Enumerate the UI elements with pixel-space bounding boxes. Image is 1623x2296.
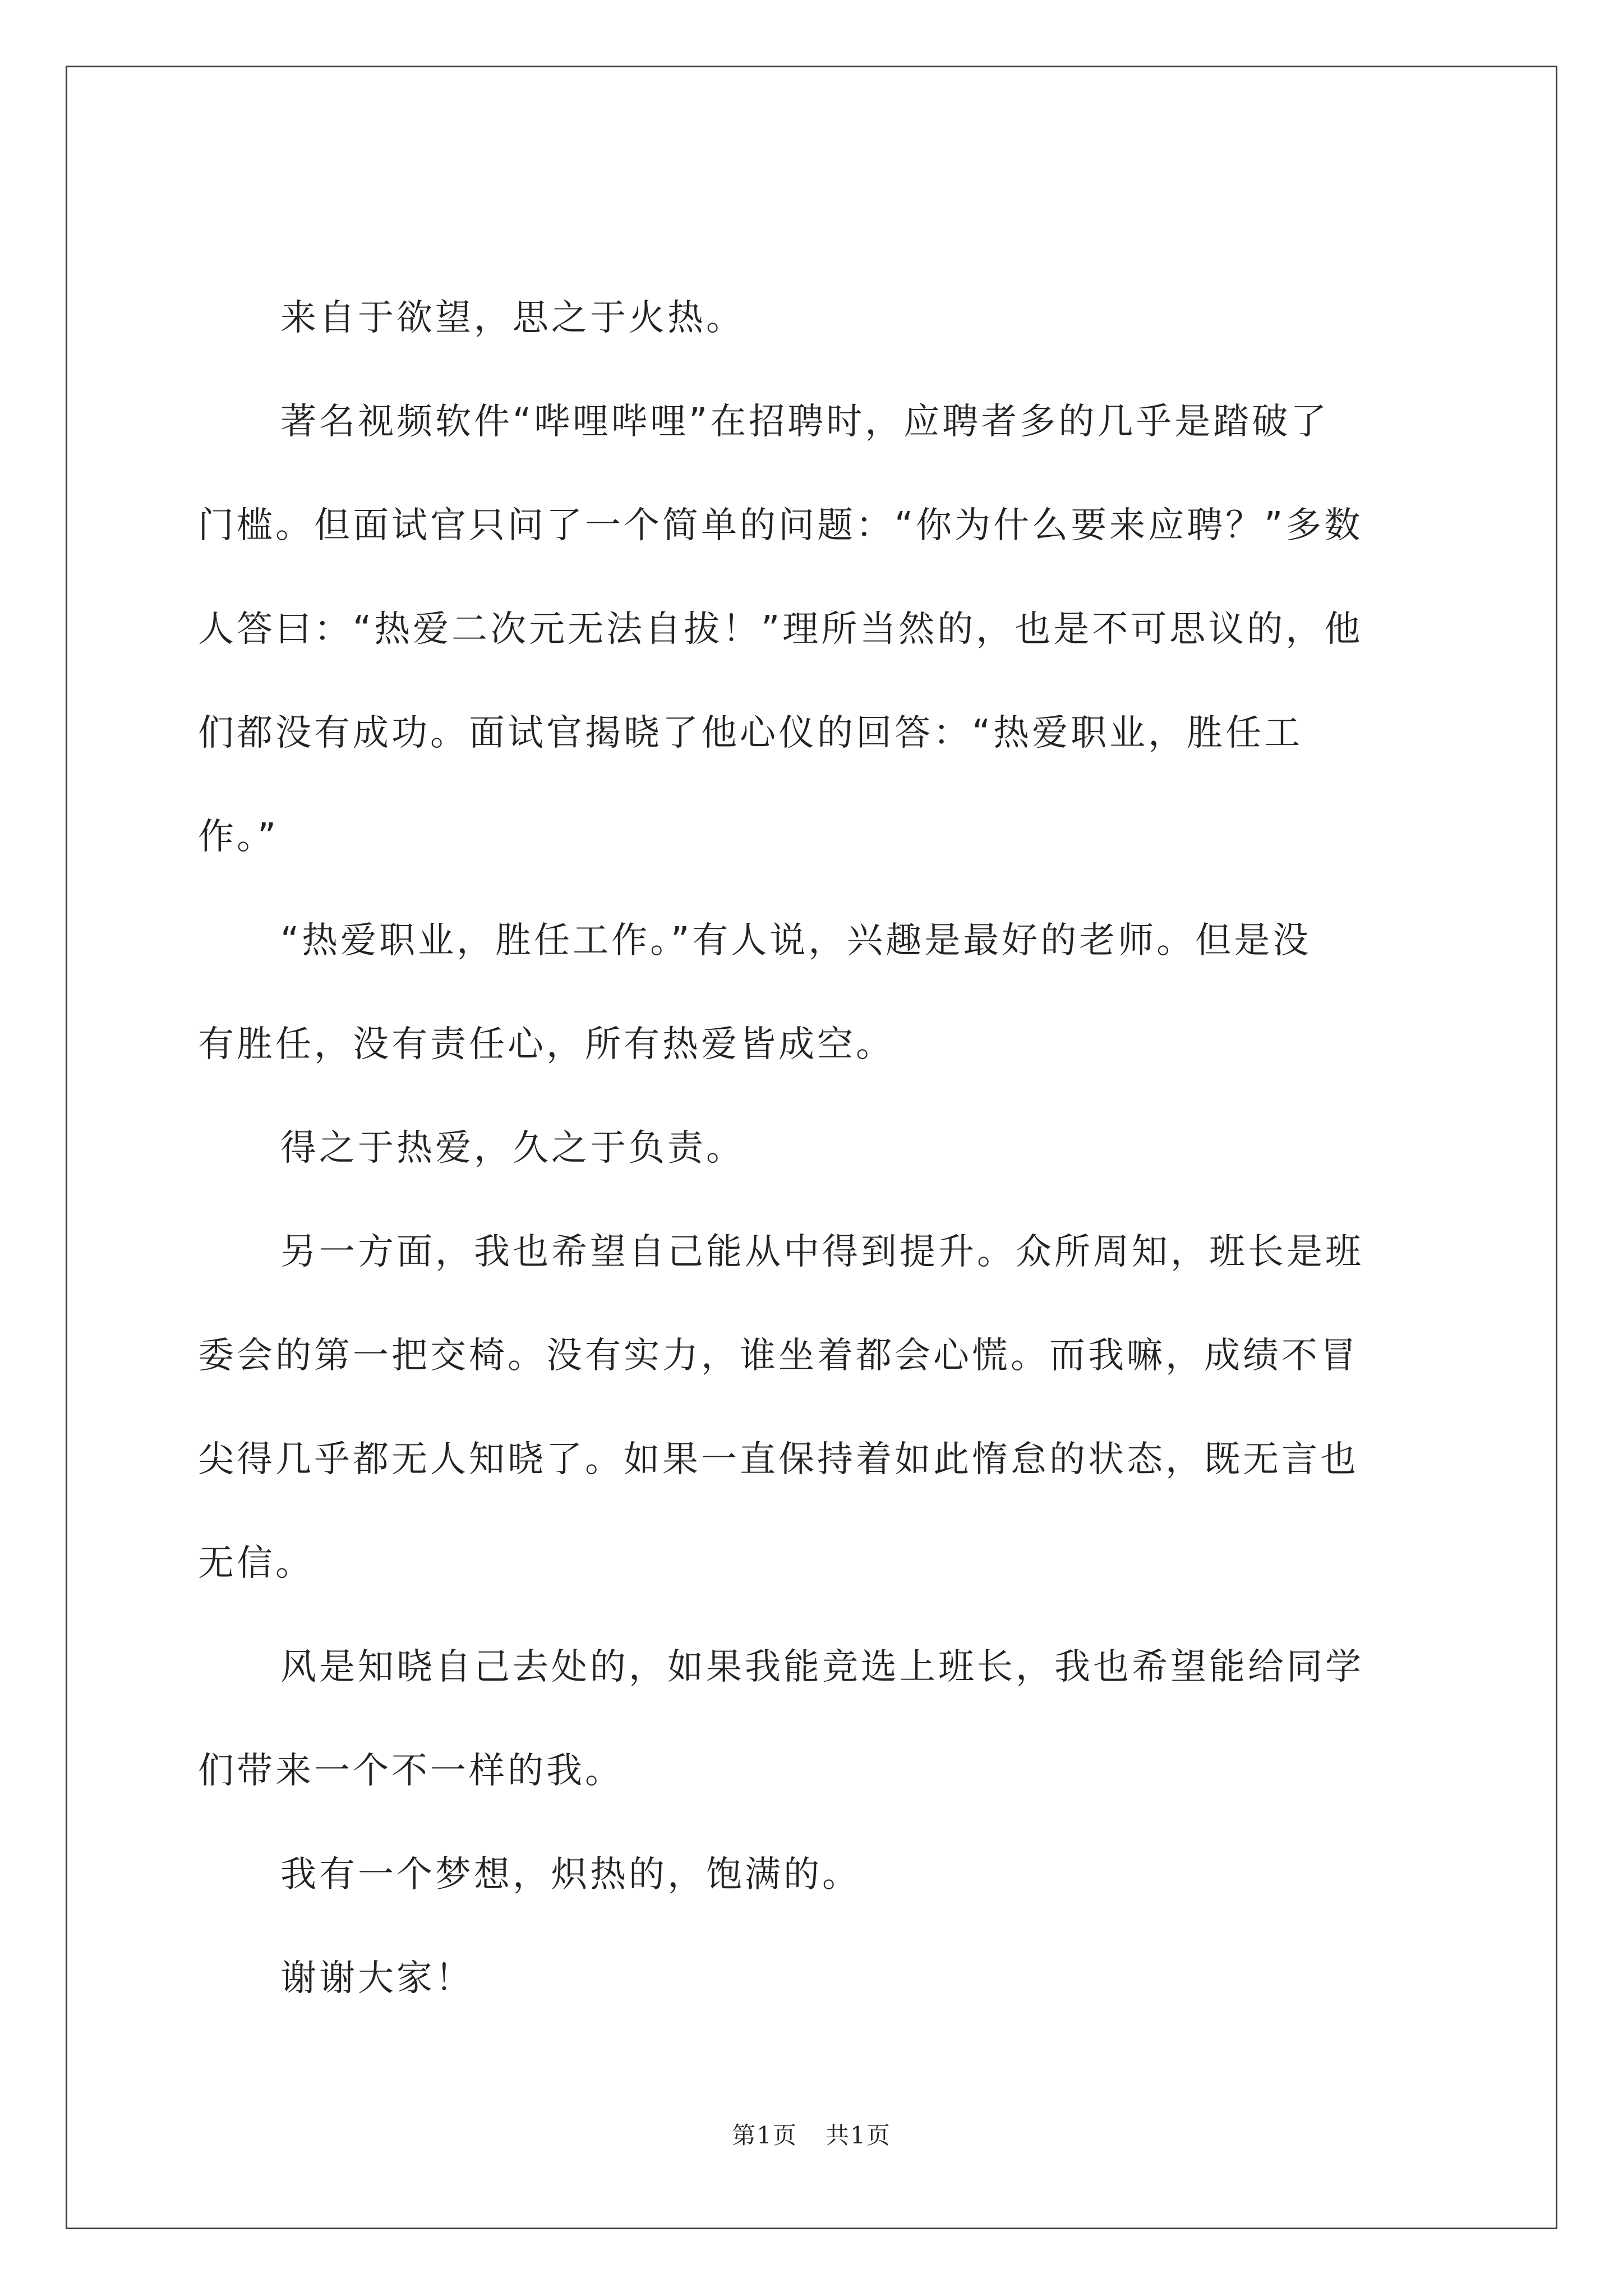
page-frame [66,66,1557,2229]
text-line: 谢谢大家！ [280,1958,474,1999]
text-line: 我有一个梦想，炽热的，饱满的。 [280,1854,861,1895]
text-line: 著名视频软件“哔哩哔哩”在招聘时，应聘者多的几乎是踏破了 [280,401,1330,443]
text-line: 尖得几乎都无人知晓了。如果一直保持着如此惰怠的状态，既无言也 [198,1439,1359,1480]
text-line: 委会的第一把交椅。没有实力，谁坐着都会心慌。而我嘛，成绩不冒 [198,1335,1359,1377]
text-line: 无信。 [198,1543,314,1584]
page-number: 第1页 [732,2122,797,2149]
paragraph-8 [67,1927,1556,2031]
page-total: 共1页 [826,2122,891,2149]
text-line: 得之于热爱，久之于负责。 [280,1128,745,1169]
text-line: 门槛。但面试官只问了一个简单的问题：“你为什么要来应聘？”多数 [198,505,1363,546]
text-line: 们都没有成功。面试官揭晓了他心仪的回答：“热爱职业，胜任工 [198,712,1303,754]
paragraph-1 [67,266,1556,370]
text-line: 另一方面，我也希望自己能从中得到提升。众所周知，班长是班 [280,1231,1364,1273]
page-footer [67,2117,1556,2151]
paragraph-5 [67,1200,1556,1616]
text-line: 们带来一个不一样的我。 [198,1750,624,1792]
document-body [67,67,1556,2228]
paragraph-7 [67,1823,1556,1927]
paragraph-2 [67,370,1556,889]
text-line: 有胜任，没有责任心，所有热爱皆成空。 [198,1024,895,1065]
text-line: 来自于欲望，思之于火热。 [280,297,745,339]
text-line: 风是知晓自己去处的，如果我能竞选上班长，我也希望能给同学 [280,1646,1364,1688]
paragraph-3 [67,889,1556,1097]
text-line: “热爱职业，胜任工作。”有人说，兴趣是最好的老师。但是没 [280,920,1312,961]
text-line: 人答曰：“热爱二次元无法自拔！”理所当然的，也是不可思议的，他 [198,609,1363,650]
paragraph-6 [67,1616,1556,1823]
paragraph-4 [67,1097,1556,1200]
text-line: 作。” [198,816,279,858]
